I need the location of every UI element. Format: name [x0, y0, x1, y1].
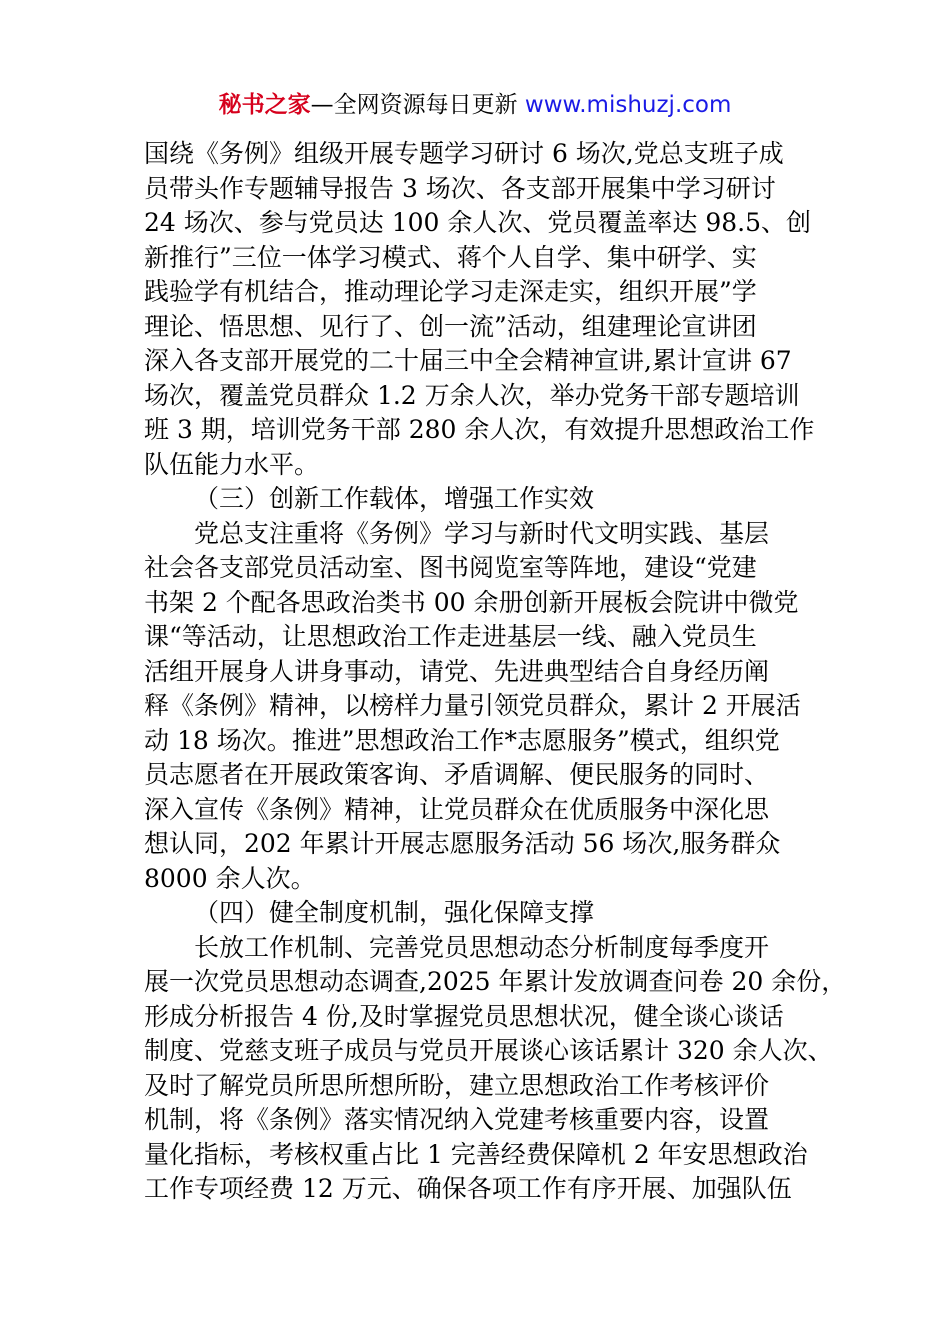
- text-line: 社会各支部党员活动室、图书阅览室等阵地，建设“党建: [144, 553, 757, 582]
- text-line: 深入宣传《条例》精神，让党员群众在优质服务中深化思: [144, 794, 770, 824]
- text-line: 班 3 期，培训党务干部 280 余人次，有效提升思想政治工作: [144, 415, 815, 444]
- text-line: 8000 余人次。: [144, 863, 316, 893]
- text-line: 理论、悟思想、见行了、创一流”活动，组建理论宣讲团: [144, 311, 757, 341]
- text-line: 党总支注重将《务例》学习与新时代文明实践、基层: [194, 518, 770, 548]
- text-line: 动 18 场次。推进”思想政治工作*志愿服务”模式，组织党: [144, 725, 780, 755]
- section-heading: （四）健全制度机制，强化保障支撑: [194, 898, 595, 927]
- section-heading: （三）创新工作载体，增强工作实效: [194, 484, 595, 513]
- text-line: 员志愿者在开展政策客询、矛盾调解、便民服务的同时、: [144, 760, 770, 789]
- text-line: 书架 2 个配各思政治类书 00 余册创新开展板会院讲中微党: [144, 587, 799, 617]
- text-line: 机制，将《条例》落实情况纳入党建考核重要内容，设置: [144, 1105, 770, 1134]
- text-line: 长放工作机制、完善党员思想动态分析制度每季度开: [194, 932, 770, 962]
- site-url-link[interactable]: www.mishuzj.com: [524, 92, 732, 118]
- text-line: 践验学有机结合，推动理论学习走深走实，组织开展”学: [144, 277, 757, 306]
- text-line: 24 场次、参与党员达 100 余人次、党员覆盖率达 98.5、创: [144, 208, 811, 237]
- text-line: 形成分析报告 4 份,及时掌握党员思想状况，健全谈心谈话: [144, 1001, 784, 1031]
- text-line: 课“等活动，让思想政治工作走进基层一线、融入党员生: [144, 622, 757, 651]
- text-line: 场次，覆盖党员群众 1.2 万余人次，举办党务干部专题培训: [144, 380, 800, 410]
- text-line: 员带头作专题辅导报告 3 场次、各支部开展集中学习研讨: [144, 173, 776, 203]
- text-line: 国绕《务例》组级开展专题学习研讨 6 场次,党总支班子成: [144, 139, 784, 168]
- text-line: 量化指标，考核权重占比 1 完善经费保障机 2 年安思想政治: [144, 1139, 808, 1169]
- text-line: 活组开展身人讲身事动，请党、先进典型结合自身经历阐: [144, 656, 770, 686]
- document-body: [144, 137, 847, 1207]
- text-line: 展一次党员思想动态调查,2025 年累计发放调查问卷 20 余份，: [144, 967, 847, 996]
- header-tagline: —全网资源每日更新: [310, 92, 518, 118]
- text-line: 深入各支部开展党的二十届三中全会精神宣讲,累计宣讲 67: [144, 346, 792, 375]
- text-line: 及时了解党员所思所想所盼，建立思想政治工作考核评价: [144, 1070, 770, 1100]
- page-header: [0, 88, 950, 122]
- text-line: 新推行”三位一体学习模式、蒋个人自学、集中研学、实: [144, 242, 757, 272]
- text-line: 制度、党慈支班子成员与党员开展谈心该话累计 320 余人次、: [144, 1036, 833, 1065]
- brand-name: 秘书之家: [218, 92, 311, 118]
- text-line: 想认同，202 年累计开展志愿服务活动 56 场次,服务群众: [144, 829, 781, 858]
- text-line: 队伍能力水平。: [144, 449, 320, 479]
- text-line: 释《条例》精神，以榜样力量引领党员群众，累计 2 开展活: [144, 691, 801, 720]
- text-line: 工作专项经费 12 万元、确保各项工作有序开展、加强队伍: [144, 1174, 792, 1203]
